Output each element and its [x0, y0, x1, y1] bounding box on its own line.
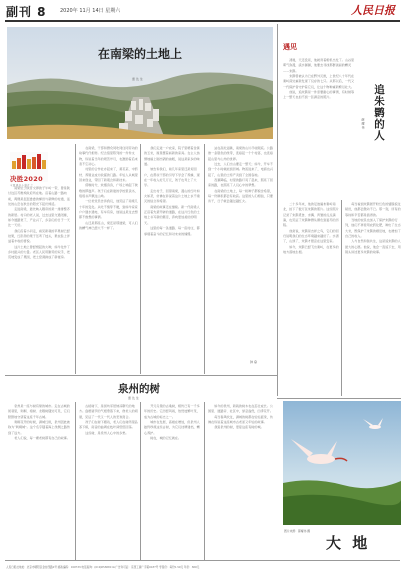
section-logo: 大 地 [326, 534, 371, 552]
second-story-column-3 [144, 404, 202, 558]
text-block: 南梁位于陕甘交界的子午岭一带，曾是陕甘边区苏维埃政府所在地。沿着山路一路向前，两侧是层层叠叠的梯田与新修的村道，远处的山峦在秋日的阳光下起伏绵延。 [8, 186, 70, 207]
text-block: 我们走进一户农家，院子里晒着金黄的玉米，屋里摆着崭新的家具。女主人热情地端上刚出锅的油糕，说这是家乡的味道。 [144, 146, 200, 167]
column-divider [277, 24, 278, 396]
text-block: 他常说，朱鹮是吉祥之鸟，它们的回归说明我们的生态环境越来越好了。水清了，山绿了，朱鹮才愿意在这里安家。 [283, 228, 339, 244]
text-block: 村里的合作社办起来了，黄花菜、中药材、养殖业成为致富的门路。年轻人从城里回来创业，带回了新观念和新技术。 [79, 167, 138, 183]
text-block: 刺桐花开的时候，满城红艳，泉州因此被称为“刺桐城”。这个名字随着海上丝绸之路传到了远方。 [8, 420, 70, 435]
text-block: 如今，朱鹮已经飞出秦岭，在更多的地方落地生根。 [283, 244, 339, 255]
lead-story-column-4 [208, 146, 275, 356]
text-block: 他说，追朱鹮是一件需要耐心的事情，有时候等上一整天也拍不到一张满意的照片。 [283, 90, 355, 100]
signature: 钟 鼎 [250, 360, 257, 364]
lead-story-title: 在南梁的土地上 [97, 47, 182, 61]
second-story-column-1 [8, 404, 72, 558]
second-story-column-4 [208, 404, 275, 558]
text-block: 孩子们在树下嬉戏，老人们在树荫里品茶下棋，南音的曲调在枝叶间悠悠回荡。 [79, 420, 138, 430]
text-block: 朱鹮曾被认为已在野外灭绝，上世纪八十年代在秦岭深处重新发现了仅存的七只。从那以后，一代又一代保护者守护着它们，让这个物种重新繁衍壮大。 [283, 74, 355, 89]
masthead-logo: 人民日报 [351, 4, 395, 17]
text-block: 清晨，天还没亮，他就背着相机出发了。山谷里雾气弥漫，溪水潺潺，他要去寻找那群美丽的精灵——朱鹮。 [283, 58, 355, 73]
text-block: 傍晚时分，炊烟袅袅，广场上响起了秧歌的锣鼓声。孩子们在新建的学校里读书，琅琅书声飘过山坳。 [79, 183, 138, 199]
text-block: 走进南梁，最先映入眼帘的是一排排整齐的新居。村口的老人说，过去这里交通闭塞，如今道路宽了，产业兴了，乡亲们的日子一天比一天好。 [8, 207, 70, 228]
text-block: 我爱泉州的树，更爱这座有树的城。 [214, 425, 264, 430]
column-divider [140, 144, 141, 374]
text-block: 这里的每一条道路、每一座村庄，都承载着奋斗的记忆和对未来的憧憬。 [144, 226, 200, 236]
column-divider [204, 144, 205, 374]
lead-story-column-1 [8, 186, 72, 372]
text-block: 她告诉我们，前几年家里还是贫困户，在帮扶干部的引导下学会了养蜂，现在一年收入好几万元，孩子也考上了大学。 [144, 167, 200, 188]
campaign-logo-subtitle: 全面建成小康社会 [10, 184, 34, 187]
second-story-column-2 [79, 404, 138, 558]
column-divider [75, 144, 76, 374]
text-block: 如今的泉州，新栽的树木也在茁壮成长。公园里、道路旁、社区中，绿意盎然，四季花开。 [208, 404, 273, 414]
column-divider [341, 200, 342, 396]
story-separator [5, 560, 400, 561]
text-block: 二十多年来，他的足迹遍布秦岭南北，拍下了数万张朱鹮的照片。这些照片记录了朱鹮觅食、求偶、育雏的点点滴滴，也见证了朱鹮种群从濒危到复苏的历程。 [283, 202, 339, 228]
feature-column-top [283, 58, 357, 198]
text-block: 一位老党员告诉我们，他见证了南梁几十年的变化。从吃不饱穿不暖，到如今家家户户通水通电、有车有房，他说这是过去想都不敢想的事情。 [79, 199, 138, 220]
text-block: 在南梁的土地上，每一粒种子都饱含希望，每一份耕耘都会有收获。这里的人们相信，只要肯干，日子就会越过越红火。 [208, 188, 273, 204]
lead-story-column-3 [144, 146, 202, 372]
text-block: 走出村子，回望南梁，漫山的红叶如火如荼，仿佛在诉说着这片土地上永不熄灭的信念和希望。 [144, 188, 200, 204]
header-rule [5, 20, 400, 22]
issue-date: 2020年 11月 14日 星期六 [60, 8, 121, 14]
feature-title: 追朱鹮的人 [373, 84, 385, 142]
column-divider [204, 402, 205, 560]
story-separator [277, 398, 401, 399]
campaign-logo [10, 152, 48, 187]
story-separator [5, 375, 277, 376]
column-divider [75, 402, 76, 560]
text-block: 开元寺里的古桑树，相传已有一千多年的历史。它历经风雨，依然枝繁叶茂，成为古城的标志之一。 [144, 404, 200, 419]
column-label-text: 遇见 [283, 42, 297, 51]
text-block: 人与自然和谐共生，这是追朱鹮的人最大的心愿。他说，他会一直追下去，用镜头讲述更多朱鹮的故事。 [345, 239, 401, 255]
second-story-byline: 雷 达 生 [128, 396, 139, 400]
feature-column-left [283, 202, 339, 396]
text-block: 夜幕降临，村里的路灯亮了起来，照亮了回家的路，也照亮了人们心中的梦想。 [208, 178, 273, 188]
text-block: 每当看到朱鹮展开粉红色的翅膀掠过稻田，他都会激动不已。那一刻，所有的等待和辛苦都是值得的。 [345, 202, 401, 217]
column-label [283, 34, 323, 50]
lead-story-byline: 雷 达 生 [132, 77, 143, 81]
column-divider [140, 402, 141, 560]
text-block: 我们沿着小河走，看见新栽的苹果树已经挂果，红彤彤的果子压弯了枝头，果农脸上洋溢着丰收的喜悦。 [8, 228, 70, 244]
text-block: 城市在发展，高楼在增加，但泉州人始终珍视这些古树，为它们挂牌建档，精心养护。 [144, 420, 200, 435]
text-block: 这些树，是泉州人心中的乡愁。 [85, 430, 129, 435]
text-block: 当地的农民也加入了保护朱鹮的行列，他们不再使用农药化肥，种出了生态大米，既保护了朱鹮的栖息地，也增加了自己的收入。 [345, 218, 401, 239]
text-block: 每当春风吹过，满城的树都在轻轻摇曳，仿佛在诉说着这座城市古老而又年轻的故事。 [208, 414, 273, 425]
publisher-footer: 人民日报社地址：北京市朝阳区金台西路2号 邮政编码：100733 电话查询：(010)65368114 广告许可证：京西工商广字第0187号 零售价：每份1.50元 年价：360元 [6, 566, 200, 569]
text-block: 南梁的故事还在继续。新一代南梁人正沿着先辈开辟的道路，在这片红色的土地上书写新的篇章，奔向更加美好的明天。 [144, 204, 200, 225]
text-block: 泉州是一座与树有缘的城市。走在古城的街巷里，刺桐、榕树、龙眼树随处可见，它们默默地守望着这座千年古城。 [8, 404, 70, 419]
text-block: 站在高处远眺，南梁的山川尽收眼底。公路像一条银色的丝带，连接起一个个村落，也连接起山里与山外的世界。 [208, 146, 273, 161]
lead-story-column-2 [79, 146, 138, 372]
crested-ibis-photo [283, 401, 401, 525]
photo-caption: 图片来源：薛耀伟 摄 [284, 529, 311, 533]
text-block: 这片土地上曾经燃起的火种，如今化作了乡村振兴的力量。老区人民用勤劳的双手，把荒坡变成了果园，把土窑洞换成了新楼房。 [8, 244, 70, 260]
second-story-title: 泉州的树 [118, 383, 160, 395]
text-block: 树在，城的记忆就在。 [150, 436, 182, 441]
landscape-photo [7, 27, 273, 139]
feature-author: 薛 耀 伟 [361, 118, 365, 129]
section-label: 副刊 8 [6, 5, 47, 19]
text-block: 山还是那座山，梁还是那道梁，可人们的精气神已经大不一样了。 [79, 220, 138, 231]
text-block: 古榕树下，是街坊邻居纳凉聊天的地方。盘根错节的气根垂落下来，像老人的胡须，见证了一代又一代人的悲欢离合。 [79, 404, 138, 419]
feature-column-right [345, 202, 401, 396]
text-block: 在南梁，干部和群众同吃同住同劳动的故事代代相传。纪念馆里陈列的一件件文物，诉说着当年的艰苦岁月，也激励着后来者不忘初心。 [79, 146, 138, 167]
campaign-logo-title: 决胜2020 [10, 175, 43, 183]
text-block: 老人们说，每一棵老树都有自己的故事。 [14, 436, 70, 441]
text-block: 过去，人们出山要走一整天；如今，开车不到一个小时就能到县城。物流进来了，电商也兴起了，山里的土特产卖到了全国各地。 [208, 162, 273, 177]
